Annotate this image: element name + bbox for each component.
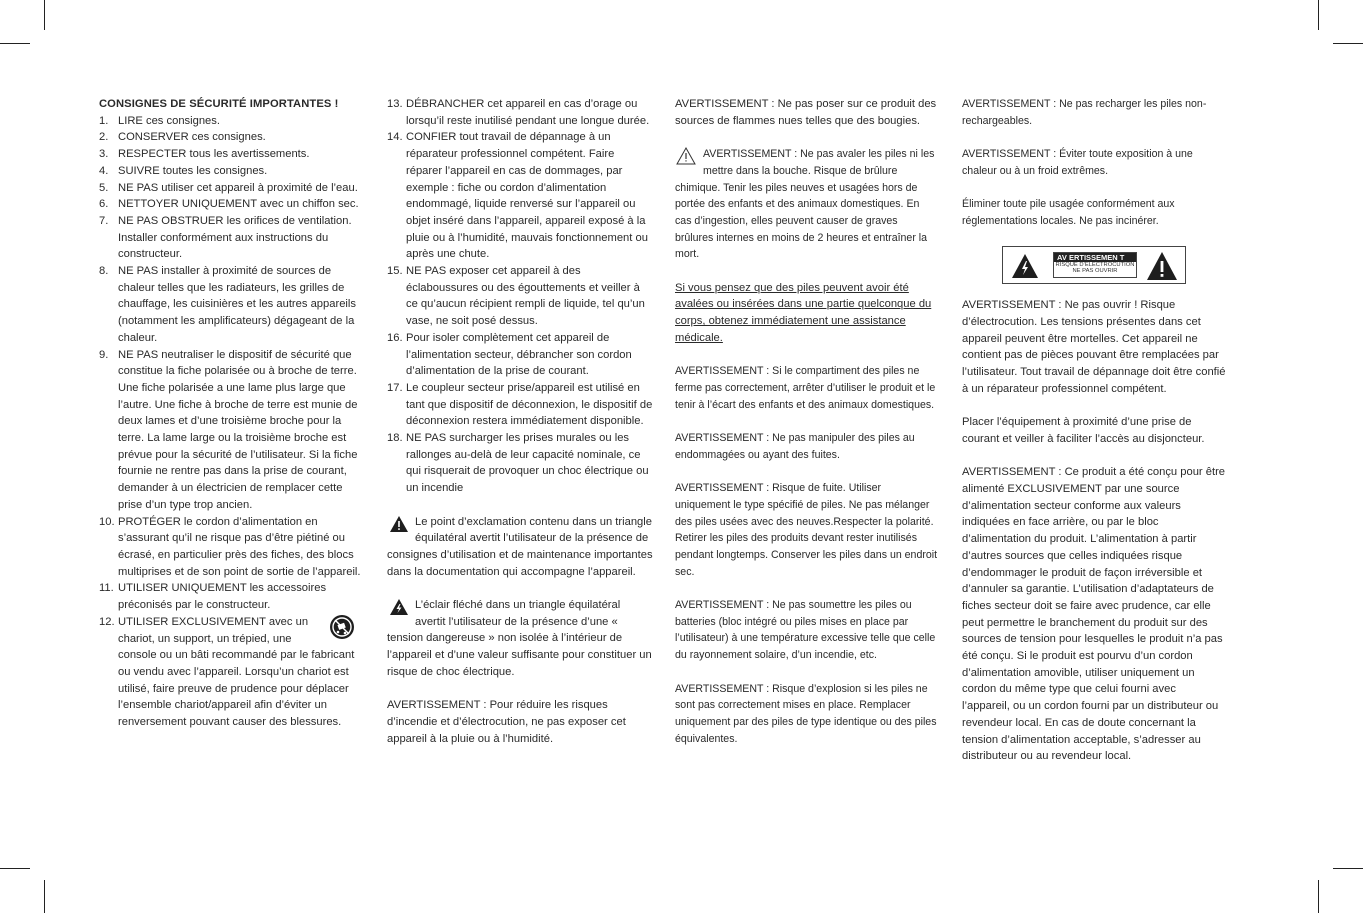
temperature-warning: AVERTISSEMENT : Éviter toute exposition à une chaleur ou à un froid extrêmes. — [962, 148, 1193, 177]
safety-list — [99, 113, 367, 731]
crop-mark — [1318, 0, 1319, 30]
power-supply-warning: AVERTISSEMENT : Ce produit a été conçu pour être alimenté EXCLUSIVEMENT par une source d’alimentation secteur conforme aux valeurs indiquées en face arrière, ou par le bloc d’alimentation du produit. L’alimentation à partir d’autres sources que celles indiquées risque d’endommager le produit de façon irréversible et d’annuler sa garantie. L’utilisation d’adaptateurs de fiches secteur doit se faire avec prudence, car elle peut permettre le branchement du produit sur des sources de tension pour lesquelles le produit n’a pas été conçu. Si le produit est pourvu d’un cordon d’alimentation amovible, utiliser uniquement un cordon du même type que celui fourni avec l’appareil, ou un cordon fourni par un distributeur ou revendeur local. En cas de doute concernant la tension d’alimentation acceptable, s’adresser au distributeur ou au revendeur local. — [962, 466, 1226, 763]
list-item: 7. NE PAS OBSTRUER les orifices de ventilation. Installer conformément aux instructions du constructeur. — [99, 214, 352, 261]
crop-mark — [1333, 43, 1363, 44]
electric-shock-label — [1002, 246, 1186, 284]
list-item: 10. PROTÉGER le cordon d’alimentation en s’assurant qu’il ne risque pas d’être piétiné ou écrasé, en particulier près des fiches, des blocs multiprises et de son point de sortie de l’appareil. — [99, 515, 361, 578]
list-item: 4. SUIVRE toutes les consignes. — [99, 164, 268, 177]
column-2 — [387, 96, 653, 764]
safety-heading: CONSIGNES DE SÉCURITÉ IMPORTANTES ! — [99, 98, 339, 110]
battery-swallow-warning: AVERTISSEMENT : Ne pas avaler les piles ni les mettre dans la bouche. Risque de brûlure chimique. Tenir les piles neuves et usagées hors de portée des enfants et des animaux domestiques. En cas d’ingestion, elles peuvent causer de graves brûlures internes en moins de 2 heures et entraîner la mort. — [675, 148, 935, 261]
list-item: 2. CONSERVER ces consignes. — [99, 131, 266, 144]
label-subtitle: RISQUE D’ÉLECTROCUTION NE PAS OUVRIR — [1055, 262, 1135, 275]
list-item: 5. NE PAS utiliser cet appareil à proximité de l’eau. — [99, 181, 358, 194]
list-item: 9. NE PAS neutraliser le dispositif de sécurité que constitue la fiche polarisée ou à broche de terre. Une fiche polarisée a une lame plus large que l’autre. Une fiche à broche de terre est munie de deux lames et d’une troisième broche pour la terre. La lame large ou la troisième broche est prévue pour la sécurité de l’utilisateur. Si la fiche fournie ne rentre pas dans la prise de courant, demander à un électricien de remplacer cette prise d’un type trop ancien. — [99, 348, 358, 511]
compartment-warning: AVERTISSEMENT : Si le compartiment des piles ne ferme pas correctement, arrêter d’utiliser le produit et le tenir à l’écart des enfants et des animaux domestiques. — [675, 365, 936, 411]
crop-mark — [44, 0, 45, 30]
column-3 — [675, 96, 938, 764]
medical-note: Si vous pensez que des piles peuvent avoir été avalées ou insérées dans une partie quelconque du corps, obtenez immédiatement une assistance médicale. — [675, 281, 932, 344]
leak-warning: AVERTISSEMENT : Risque de fuite. Utiliser uniquement le type spécifié de piles. Ne pas mélanger des piles usées avec des neuves.Respecter la polarité. Retirer les piles des produits devant rester inutilisés pendant longtemps. Conserver les piles dans un endroit sec. — [675, 482, 938, 578]
flame-warning: AVERTISSEMENT : Ne pas poser sur ce produit des sources de flammes nues telles que des bougies. — [675, 98, 937, 127]
list-item: 8. NE PAS installer à proximité de sources de chaleur telles que les radiateurs, les grilles de chauffage, les cuisinières et les autres appareils (notamment les amplificateurs) dégageant de la chaleur. — [99, 265, 356, 344]
disposal-note: Éliminer toute pile usagée conformément aux réglementations locales. Ne pas incinérer. — [962, 198, 1175, 227]
rain-warning: AVERTISSEMENT : Pour réduire les risques d’incendie et d’électrocution, ne pas exposer cet appareil à la pluie ou à l’humidité. — [387, 699, 626, 745]
exclamation-triangle-icon — [1146, 251, 1178, 281]
label-title: AV ERTISSEMEN T — [1054, 253, 1136, 262]
crop-mark — [0, 868, 30, 869]
list-item: 15. NE PAS exposer cet appareil à des éclaboussures ou des égouttements et veiller à ce qu’aucun récipient rempli de liquide, tel qu’un vase, ne soit posé dessus. — [387, 265, 645, 328]
warning-triangle-outline-icon — [675, 146, 703, 166]
column-1 — [99, 96, 367, 731]
crop-mark — [0, 43, 30, 44]
crop-mark — [1318, 880, 1319, 913]
list-item: 14. CONFIER tout travail de dépannage à un réparateur professionnel compétent. Faire réparer l’appareil en cas de dommages, par exemple : fiche ou cordon d’alimentation endommagé, liquide renversé sur l’appareil ou objet inséré dans l’appareil, appareil exposé à la pluie ou à l’humidité, mauvais fonctionnement ou après une chute. — [387, 131, 648, 261]
heat-warning: AVERTISSEMENT : Ne pas soumettre les piles ou batteries (bloc intégré ou piles mises en place par l’utilisateur) à une température excessive telle que celle du rayonnement solaire, d’un incendie, etc. — [675, 599, 936, 662]
lightning-triangle-icon — [387, 597, 415, 617]
lightning-note: L’éclair fléché dans un triangle équilatéral avertit l’utilisateur de la présence d’une « tension dangereuse » non isolée à l’intérieur de l’appareil et d’une valeur suffisante pour constituer un risque de choc électrique. — [387, 599, 652, 678]
safety-list-continued — [387, 96, 653, 497]
cart-tip-over-icon — [329, 614, 355, 640]
list-item: 6. NETTOYER UNIQUEMENT avec un chiffon sec. — [99, 198, 359, 211]
label-text-box — [1053, 252, 1137, 278]
do-not-open-warning: AVERTISSEMENT : Ne pas ouvrir ! Risque d’électrocution. Les tensions présentes dans cet appareil peuvent être mortelles. Cet appareil ne contient pas de pièces pouvant être remplacées par l’utilisateur. Tout travail de dépannage doit être confié à un réparateur professionnel compétent. — [962, 299, 1226, 395]
exclamation-note: Le point d’exclamation contenu dans un triangle équilatéral avertit l’utilisateur de la présence de consignes d’utilisation et de maintenance importantes dans la documentation qui accompagne l’appareil. — [387, 515, 653, 578]
exclamation-triangle-icon — [387, 514, 415, 534]
list-item: 17. Le coupleur secteur prise/appareil est utilisé en tant que dispositif de déconnexion, le dispositif de déconnexion restera immédiatement disponible. — [387, 381, 653, 428]
list-item: 1. LIRE ces consignes. — [99, 114, 220, 127]
list-item: 12. UTILISER EXCLUSIVEMENT avec un chariot, un support, un trépied, une console ou un bâti recommandé par le fabricant ou vendu avec l’appareil. Lorsqu’un chariot est utilisé, faire preuve de prudence pour déplacer l’ensemble chariot/appareil afin d’éviter un renversement pouvant causer des blessures. — [99, 615, 355, 729]
outlet-note: Placer l’équipement à proximité d’une prise de courant et veiller à faciliter l’accès au disjoncteur. — [962, 416, 1205, 445]
list-item: 11. UTILISER UNIQUEMENT les accessoires préconisés par le constructeur. — [99, 582, 327, 612]
crop-mark — [44, 880, 45, 913]
list-item: 13. DÉBRANCHER cet appareil en cas d’orage ou lorsqu’il reste inutilisé pendant une longue durée. — [387, 98, 650, 127]
column-4 — [962, 96, 1226, 782]
list-item: 18. NE PAS surcharger les prises murales ou les rallonges au-delà de leur capacité nominale, ce qui risquerait de provoquer un choc électrique ou un incendie — [387, 432, 649, 495]
list-item: 3. RESPECTER tous les avertissements. — [99, 148, 310, 161]
lightning-triangle-icon — [1010, 253, 1040, 279]
crop-mark — [1333, 868, 1363, 869]
explosion-warning: AVERTISSEMENT : Risque d’explosion si les piles ne sont pas correctement mises en place. Remplacer uniquement par des piles de type identique ou des piles équivalentes. — [675, 682, 937, 745]
list-item: 16. Pour isoler complètement cet appareil de l’alimentation secteur, débrancher son cordon d’alimentation de la prise de courant. — [387, 331, 632, 378]
damaged-battery-warning: AVERTISSEMENT : Ne pas manipuler des piles au endommagées ou ayant des fuites. — [675, 432, 915, 461]
recharge-warning: AVERTISSEMENT : Ne pas recharger les piles non-rechargeables. — [962, 98, 1207, 127]
